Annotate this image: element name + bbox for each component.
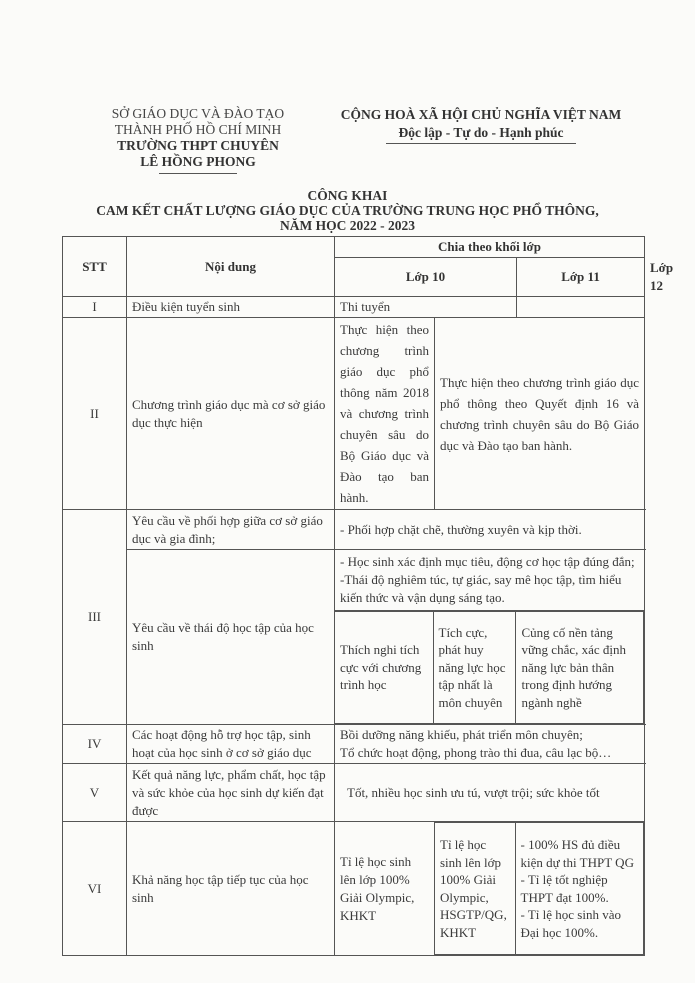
row-value: - Phối hợp chặt chẽ, thường xuyên và kịp thời.: [335, 510, 645, 550]
row-content: Điều kiện tuyển sinh: [127, 297, 335, 318]
issuer-school-line1: TRƯỜNG THPT CHUYÊN: [117, 138, 279, 153]
progression-by-grade: [435, 822, 644, 955]
row-content: Chương trình giáo dục mà cơ sở giáo dục thực hiện: [127, 318, 335, 510]
row-grade-11: [517, 297, 645, 318]
row-content: Yêu cầu về phối hợp giữa cơ sở giáo dục và gia đình;: [127, 510, 335, 550]
motto-underline: [386, 143, 576, 144]
attitude-line2: -Thái độ nghiêm túc, tự giác, say mê học tập, tìm hiểu kiến thức và vận dụng sáng tạo.: [340, 572, 622, 605]
title-line1: CÔNG KHAI: [307, 188, 388, 203]
row-grade-11-12: Thực hiện theo chương trình giáo dục phổ thông theo Quyết định 16 và chương trình chuyên sâu do Bộ Giáo dục và Đào tạo ban hành.: [435, 318, 645, 510]
row-stt: VI: [63, 822, 127, 956]
row-grade-12: [515, 823, 644, 955]
row-stt: III: [63, 510, 127, 725]
header-grade-10: Lớp 10: [335, 258, 517, 297]
country-name: CỘNG HOÀ XÃ HỘI CHỦ NGHĨA VIỆT NAM: [340, 107, 622, 122]
row-content: Kết quả năng lực, phẩm chất, học tập và sức khỏe của học sinh dự kiến đạt được: [127, 764, 335, 822]
issuer-block: [92, 106, 304, 174]
support-line2: Tổ chức hoạt động, phong trào thi đua, câu lạc bộ…: [340, 745, 612, 760]
grade-12-line3: - Tỉ lệ học sinh vào Đại học 100%.: [520, 907, 621, 940]
attitude-grade-10: Thích nghi tích cực với chương trình học: [335, 612, 433, 724]
row-content: Khả năng học tập tiếp tục của học sinh: [127, 822, 335, 956]
issuer-school-line2: LÊ HỒNG PHONG: [140, 154, 256, 169]
row-value: [335, 725, 645, 764]
issuer-department: SỞ GIÁO DỤC VÀ ĐÀO TẠO: [111, 106, 285, 121]
header-grade-11: Lớp 11: [517, 258, 645, 297]
table-row: [63, 822, 645, 956]
row-stt: II: [63, 318, 127, 510]
grade-12-line2: - Tỉ lệ tốt nghiệp THPT đạt 100%.: [520, 872, 609, 905]
support-line1: Bồi dưỡng năng khiếu, phát triển môn chuyên;: [340, 727, 583, 742]
row-grade-11-12: [435, 822, 645, 956]
row-grade-10: Tỉ lệ học sinh lên lớp 100% Giải Olympic, KHKT: [335, 822, 435, 956]
row-content: Yêu cầu về thái độ học tập của học sinh: [127, 550, 335, 725]
row-stt: I: [63, 297, 127, 318]
row-grade-10: Thực hiện theo chương trình giáo dục phổ thông năm 2018 và chương trình chuyên sâu do Bộ Giáo dục và Đào tạo ban hành.: [335, 318, 435, 510]
table-row: [63, 764, 645, 822]
title-line2: CAM KẾT CHẤT LƯỢNG GIÁO DỤC CỦA TRƯỜNG TRUNG HỌC PHỔ THÔNG,: [96, 203, 599, 218]
table-row: [63, 550, 645, 725]
row-grade-10: Thi tuyển: [335, 297, 517, 318]
row-stt: IV: [63, 725, 127, 764]
quality-commitment-table: STT Nội dung Chia theo khối lớp Lớp 10 Lớp 11 Lớp 12 I Điều kiện tuyển sinh Thi tuyển II Chương trình giáo dục mà cơ sở giáo dục thực hiện Thực hiện theo chương trình giáo dục phổ thông năm 2018 và chương trình chuyên sâu do Bộ Giáo dục và Đào tạo ban hành. Thực hiện theo chương trình giáo dục phổ thông theo Quyết định 16 và chương trình chuyên sâu do Bộ Giáo dục và Đào tạo ban hành. III Yêu cầu về phối hợp giữa cơ sở giáo dục và gia đình; - Phối hợp chặt chẽ, thường xuyên và kịp thời. Yêu cầu về thái độ học tập của học sinh - Học sinh xác định mục tiêu, động cơ học tập đúng đắn; -Thái độ nghiêm túc, tự giác, say mê học tập, tìm hiểu kiến thức và vận dụng sáng tạo. Thích nghi tích cực với chương trình học Tích cực, phát huy năng lực học tập nhất là môn chuyên Củng cố nền tảng vững chắc, xác định năng lực bản thân trong định hướng ngành nghề IV Các hoạt động hỗ trợ học tập, sinh hoạt của học sinh ở cơ sở giáo dục Bồi dưỡng năng khiếu, phát triển môn chuyên; Tổ chức hoạt động, phong trào thi đua, câu lạc bộ… V Kết quả năng lực, phẩm chất, học tập và sức khỏe của học sinh dự kiến đạt được Tốt, nhiều học sinh ưu tú, vượt trội; sức khỏe tốt VI Khả năng học tập tiếp tục của học sinh Tỉ lệ học sinh lên lớp 100% Giải Olympic, KHKT Tỉ lệ học sinh lên lớp 100% Giải Olympic, HSGTP/QG, KHKT - 100% HS đủ điều kiện dự thi THPT QG - Tỉ lệ tốt nghiệp THPT đạt 100%. - Tỉ lệ học sinh vào Đại học 100%.: [62, 236, 645, 956]
table-row: [63, 510, 645, 550]
header-grade-group: Chia theo khối lớp: [335, 237, 645, 258]
attitude-grade-12: Củng cố nền tảng vững chắc, xác định năng lực bản thân trong định hướng ngành nghề: [515, 612, 644, 724]
issuer-underline: [159, 173, 237, 174]
grade-12-line1: - 100% HS đủ điều kiện dự thi THPT QG: [520, 837, 634, 870]
row-content: Các hoạt động hỗ trợ học tập, sinh hoạt của học sinh ở cơ sở giáo dục: [127, 725, 335, 764]
header-content: Nội dung: [127, 237, 335, 297]
issuer-city: THÀNH PHỐ HỒ CHÍ MINH: [114, 122, 282, 137]
document-title: [40, 188, 655, 233]
attitude-general: [335, 550, 644, 611]
table-row: [63, 725, 645, 764]
row-stt: V: [63, 764, 127, 822]
table-row: [63, 297, 645, 318]
attitude-line1: - Học sinh xác định mục tiêu, động cơ học tập đúng đắn;: [340, 554, 635, 569]
row-grade-11: Tỉ lệ học sinh lên lớp 100% Giải Olympic, HSGTP/QG, KHKT: [435, 823, 515, 955]
header-stt: STT: [63, 237, 127, 297]
row-value: Tốt, nhiều học sinh ưu tú, vượt trội; sức khỏe tốt: [335, 764, 645, 822]
national-motto-block: [322, 106, 640, 144]
motto: Độc lập - Tự do - Hạnh phúc: [398, 125, 564, 140]
attitude-by-grade: [335, 611, 644, 724]
table-row: [63, 318, 645, 510]
attitude-cell: [335, 550, 645, 725]
attitude-grade-11: Tích cực, phát huy năng lực học tập nhất là môn chuyên: [433, 612, 515, 724]
title-line3: NĂM HỌC 2022 - 2023: [280, 218, 415, 233]
